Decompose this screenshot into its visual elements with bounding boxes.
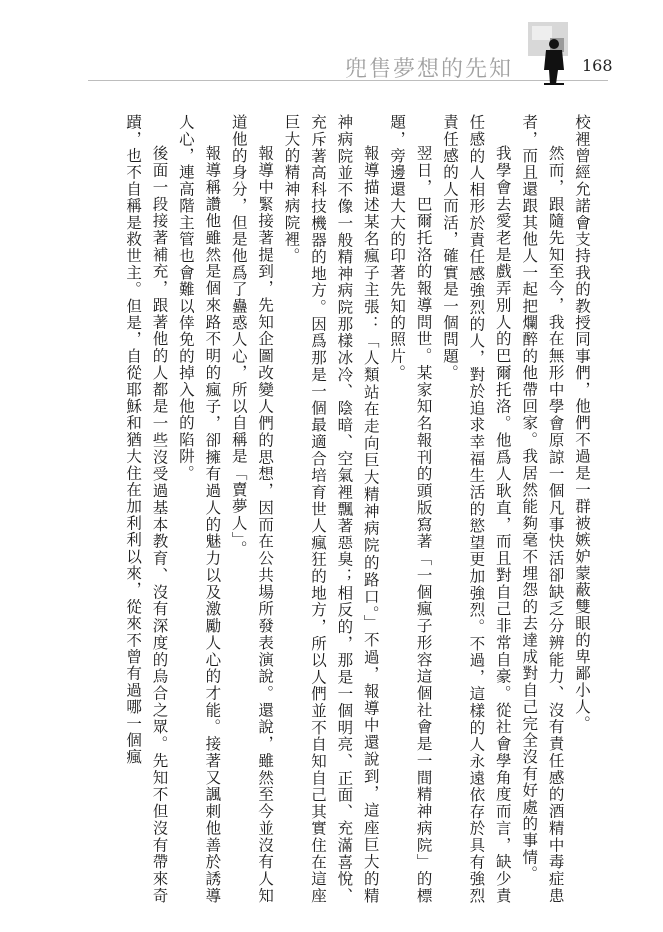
silhouette-figure-ornament-icon: [520, 18, 576, 88]
paragraph: 報導中緊接著提到，先知企圖改變人們的思想，因而在公共場所發表演說。還說，雖然至今並沒有人知道他的身分，但是他爲了蠱惑人心，所以自稱是「賣夢人」。: [229, 114, 275, 904]
running-title: 兜售夢想的先知: [344, 57, 513, 82]
page-number: 168: [582, 56, 613, 75]
paragraph: 校裡曾經允諾會支持我的教授同事們，他們不過是一群被嫉妒蒙蔽雙眼的卑鄙小人。: [573, 114, 591, 732]
paragraph: 後面一段接著補充，跟著他的人都是一些沒受過基本教育、沒有深度的烏合之眾。先知不但沒有帶來奇蹟，也不自稱是救世主。但是，自從耶穌和猶大住在加利利以來，從來不曾有過哪一個瘋: [124, 114, 169, 904]
paragraph: 我學會去愛老是戲弄別人的巴爾托洛。他爲人耿直，而且對自己非常自豪。從社會學角度而言，缺少責任感的人相形於責任感強烈的人，對於追求幸福生活的慾望更加強烈。不過，這樣的人永遠依存於具有強烈責任感的人而活，確實是一個問題。: [440, 114, 512, 904]
paragraph: 然而，跟隨先知至今，我在無形中學會原諒一個凡事快活卻缺乏分辨能力、沒有責任感的酒精中毒症患者，而且還跟其他人一起把爛醉的他帶回家。我居然能夠毫不埋怨的去達成對自己完全沒有好處的事情。: [520, 114, 565, 904]
paragraph: 報導描述某名瘋子主張：「人類站在走向巨大精神病院的路口。」不過，報導中還說到，這座巨大的精神病院並不像一般精神病院那樣冰冷、陰暗、空氣裡飄著惡臭；相反的，那是一個明亮、正面、充滿喜悅、充斥著高科技機器的地方。因爲那是一個最適合培育世人瘋狂的地方，所以人們並不自知自己其實住在這座巨大的精神病院裡。: [282, 114, 380, 904]
paragraph: 翌日，巴爾托洛的報導問世。某家知名報刊的頭版寫著「一個瘋子形容這個社會是一間精神病院」的標題，旁邊還大大的印著先知的照片。: [388, 114, 433, 904]
paragraph: 報導稱讚他雖然是個來路不明的瘋子，卻擁有過人的魅力以及激勵人心的才能。接著又諷刺他善於誘導人心，連高階主管也會難以倖免的掉入他的陷阱。: [176, 114, 222, 904]
body-text: [70, 114, 595, 904]
